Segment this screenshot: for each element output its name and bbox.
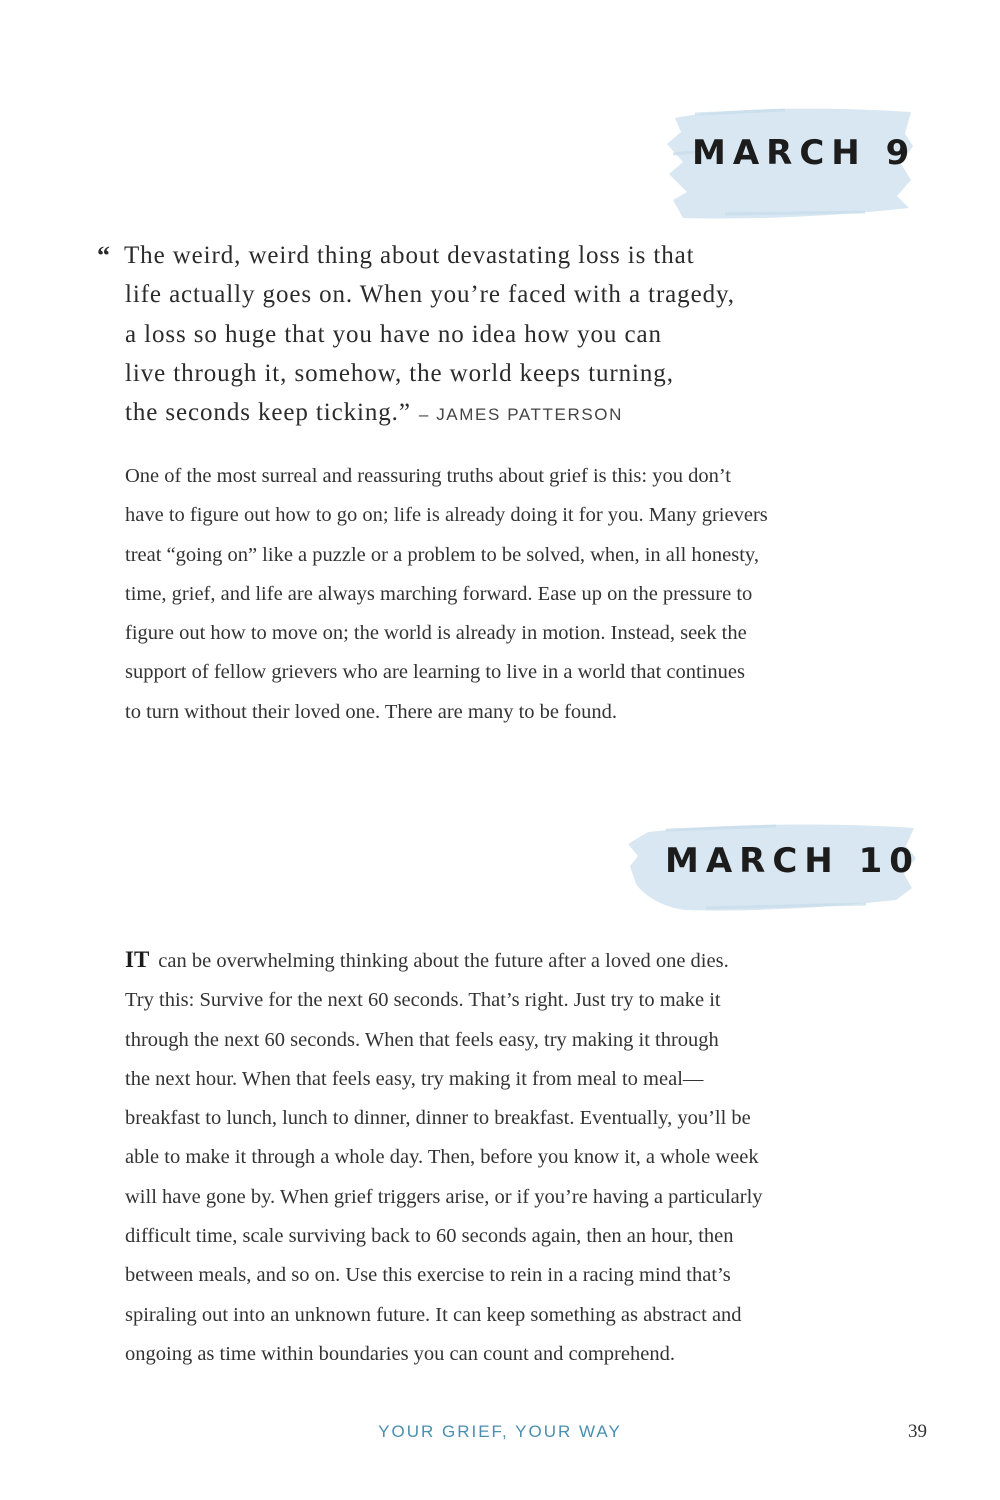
body-line: support of fellow grievers who are learning to live in a world that continues (125, 661, 745, 684)
entry-date-heading: MARCH 10 (665, 841, 920, 881)
body-line: will have gone by. When grief triggers arise, or if you’re having a particularly (125, 1185, 763, 1208)
entry-body-text (125, 457, 905, 732)
body-line: between meals, and so on. Use this exercise to rein in a racing mind that’s (125, 1264, 731, 1287)
body-line: able to make it through a whole day. Then, before you know it, a whole week (125, 1146, 759, 1169)
body-line: ongoing as time within boundaries you can count and comprehend. (125, 1342, 675, 1365)
body-line: spiraling out into an unknown future. It can keep something as abstract and (125, 1303, 742, 1326)
epigraph-quote (97, 236, 857, 434)
body-line: through the next 60 seconds. When that feels easy, try making it through (125, 1028, 719, 1051)
quote-line: live through it, somehow, the world keeps turning, (125, 359, 674, 387)
body-line: Try this: Survive for the next 60 seconds. That’s right. Just try to make it (125, 989, 721, 1012)
entry-body-text (125, 940, 905, 1374)
body-line: breakfast to lunch, lunch to dinner, dinner to breakfast. Eventually, you’ll be (125, 1107, 751, 1130)
quote-attribution: – JAMES PATTERSON (418, 405, 623, 425)
body-line: difficult time, scale surviving back to 60 seconds again, then an hour, then (125, 1225, 734, 1248)
lead-word: IT (125, 947, 150, 972)
body-line: the next hour. When that feels easy, try making it from meal to meal— (125, 1067, 704, 1090)
body-line: IT can be overwhelming thinking about the future after a loved one dies. (125, 947, 729, 972)
body-line: One of the most surreal and reassuring truths about grief is this: you don’t (125, 465, 731, 487)
page-number: 39 (908, 1421, 927, 1442)
entry-date-heading: MARCH 9 (692, 133, 917, 173)
running-footer-title: YOUR GRIEF, YOUR WAY (378, 1422, 622, 1441)
body-line: treat “going on” like a puzzle or a problem to be solved, when, in all honesty, (125, 543, 759, 566)
body-line: time, grief, and life are always marching forward. Ease up on the pressure to (125, 582, 753, 605)
body-line: to turn without their loved one. There are many to be found. (125, 700, 618, 723)
body-line: have to figure out how to go on; life is already doing it for you. Many grievers (125, 504, 768, 527)
quote-line: “ The weird, weird thing about devastating loss is that (97, 236, 857, 275)
quote-line: a loss so huge that you have no idea how you can (125, 320, 662, 348)
quote-line: life actually goes on. When you’re faced with a tragedy, (125, 281, 735, 309)
quote-line: the seconds keep ticking.” – JAMES PATTERSON (125, 399, 623, 427)
body-line: figure out how to move on; the world is already in motion. Instead, seek the (125, 622, 747, 645)
open-quote-mark: “ (97, 241, 111, 270)
